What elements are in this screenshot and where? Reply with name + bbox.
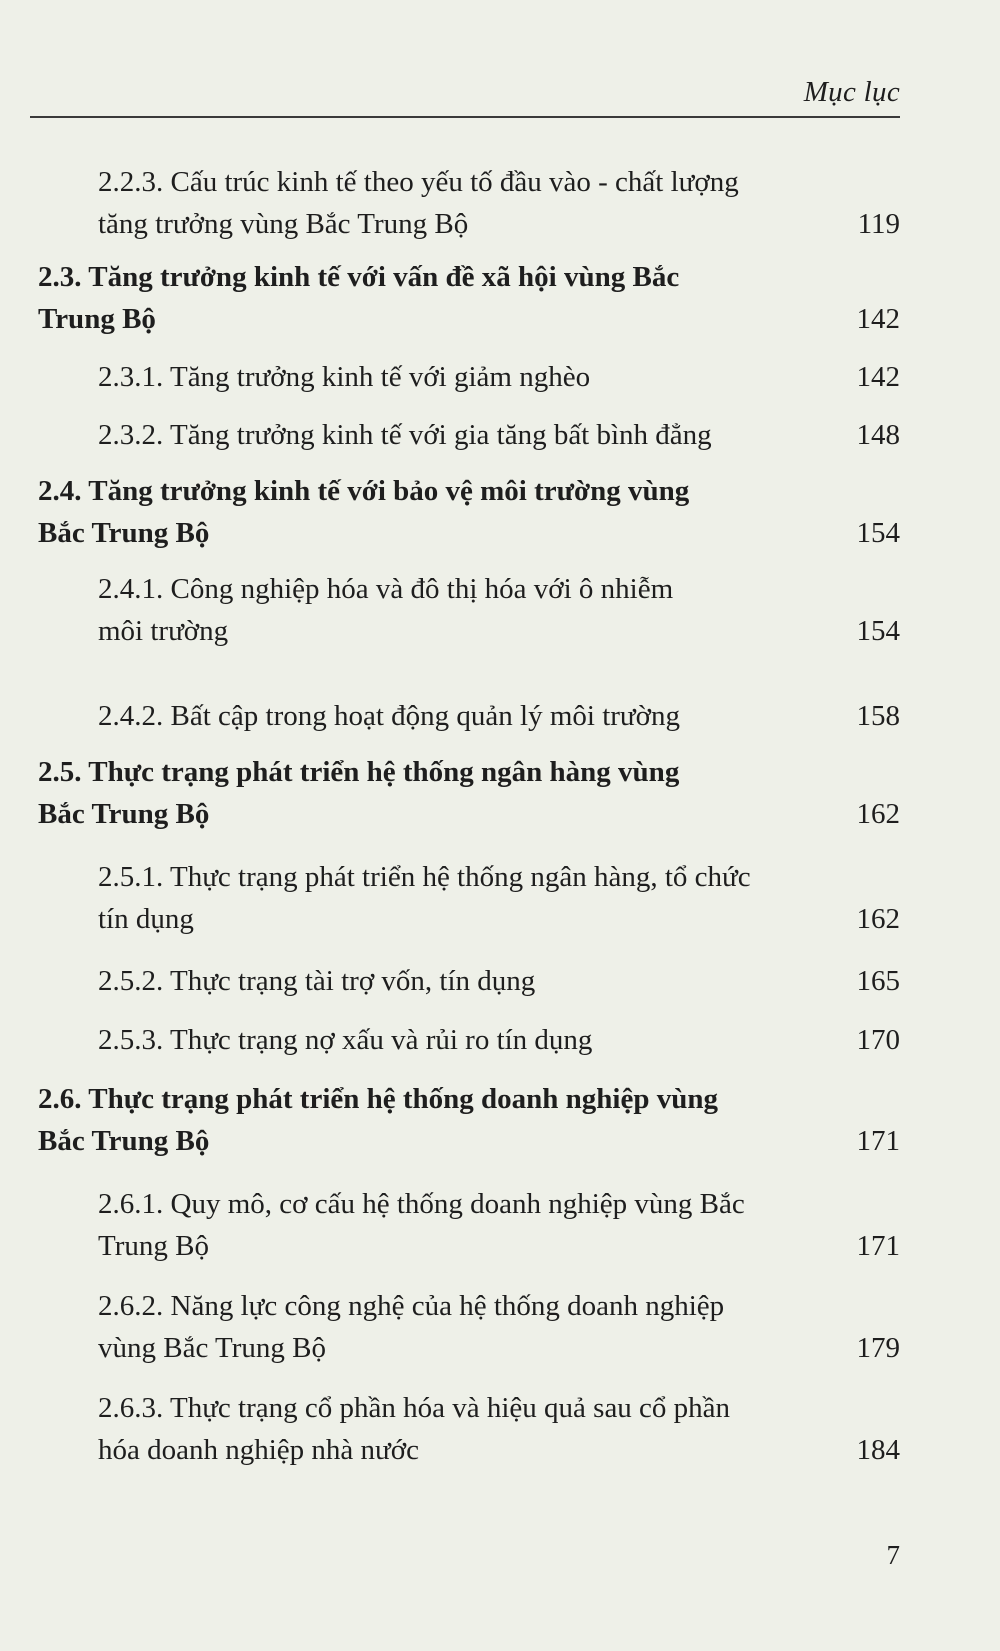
toc-entry-text: 2.6.3. Thực trạng cổ phần hóa và hiệu quả sau cổ phần hóa doanh nghiệp nhà nước — [98, 1392, 731, 1466]
toc-entry-text: 2.3.1. Tăng trưởng kinh tế với giảm nghèo — [98, 361, 591, 393]
page-number: 7 — [886, 1540, 900, 1570]
running-header-title: Mục lục — [803, 76, 900, 108]
toc-entry-text: 2.6.1. Quy mô, cơ cấu hệ thống doanh nghiệp vùng Bắc Trung Bộ — [98, 1188, 745, 1262]
header-rule — [30, 116, 900, 118]
toc-entry-page: 119 — [857, 208, 900, 240]
toc-entry-text: 2.5. Thực trạng phát triển hệ thống ngân hàng vùng Bắc Trung Bộ — [38, 756, 680, 830]
toc-entry-page: 162 — [856, 903, 900, 935]
toc-entry-page: 165 — [856, 965, 900, 997]
toc-entry-text: 2.3. Tăng trưởng kinh tế với vấn đề xã hội vùng Bắc Trung Bộ — [38, 261, 680, 335]
toc-entry-text: 2.5.2. Thực trạng tài trợ vốn, tín dụng — [98, 965, 536, 997]
toc-entry-text: 2.4. Tăng trưởng kinh tế với bảo vệ môi trường vùng Bắc Trung Bộ — [38, 475, 690, 549]
toc-entry-page: 154 — [856, 517, 900, 549]
toc-entry-text: 2.5.3. Thực trạng nợ xấu và rủi ro tín dụng — [98, 1024, 593, 1056]
toc-entry-text: 2.3.2. Tăng trưởng kinh tế với gia tăng bất bình đẳng — [98, 419, 712, 451]
toc-entry-text: 2.4.1. Công nghiệp hóa và đô thị hóa với ô nhiễm môi trường — [98, 573, 674, 647]
toc-entry-page: 162 — [856, 798, 900, 830]
toc-entry-page: 142 — [856, 303, 900, 335]
toc-entry-page: 154 — [856, 615, 900, 647]
toc-entry-page: 171 — [856, 1230, 900, 1262]
toc-entry-page: 170 — [856, 1024, 900, 1056]
toc-entry-text: 2.4.2. Bất cập trong hoạt động quản lý môi trường — [98, 700, 680, 732]
toc-entry-page: 158 — [856, 700, 900, 732]
toc-entry-page: 171 — [856, 1125, 900, 1157]
toc-entry-page: 142 — [856, 361, 900, 393]
toc-entry-page: 179 — [856, 1332, 900, 1364]
toc-entry-text: 2.6. Thực trạng phát triển hệ thống doanh nghiệp vùng Bắc Trung Bộ — [38, 1083, 718, 1157]
toc-entry-text: 2.6.2. Năng lực công nghệ của hệ thống doanh nghiệp vùng Bắc Trung Bộ — [98, 1290, 725, 1364]
toc-entry-page: 184 — [856, 1434, 900, 1466]
toc-entry-page: 148 — [856, 419, 900, 451]
toc-entry-text: 2.2.3. Cấu trúc kinh tế theo yếu tố đầu vào - chất lượng tăng trưởng vùng Bắc Trung Bộ — [98, 166, 739, 240]
toc-entry-text: 2.5.1. Thực trạng phát triển hệ thống ngân hàng, tổ chức tín dụng — [98, 861, 751, 935]
